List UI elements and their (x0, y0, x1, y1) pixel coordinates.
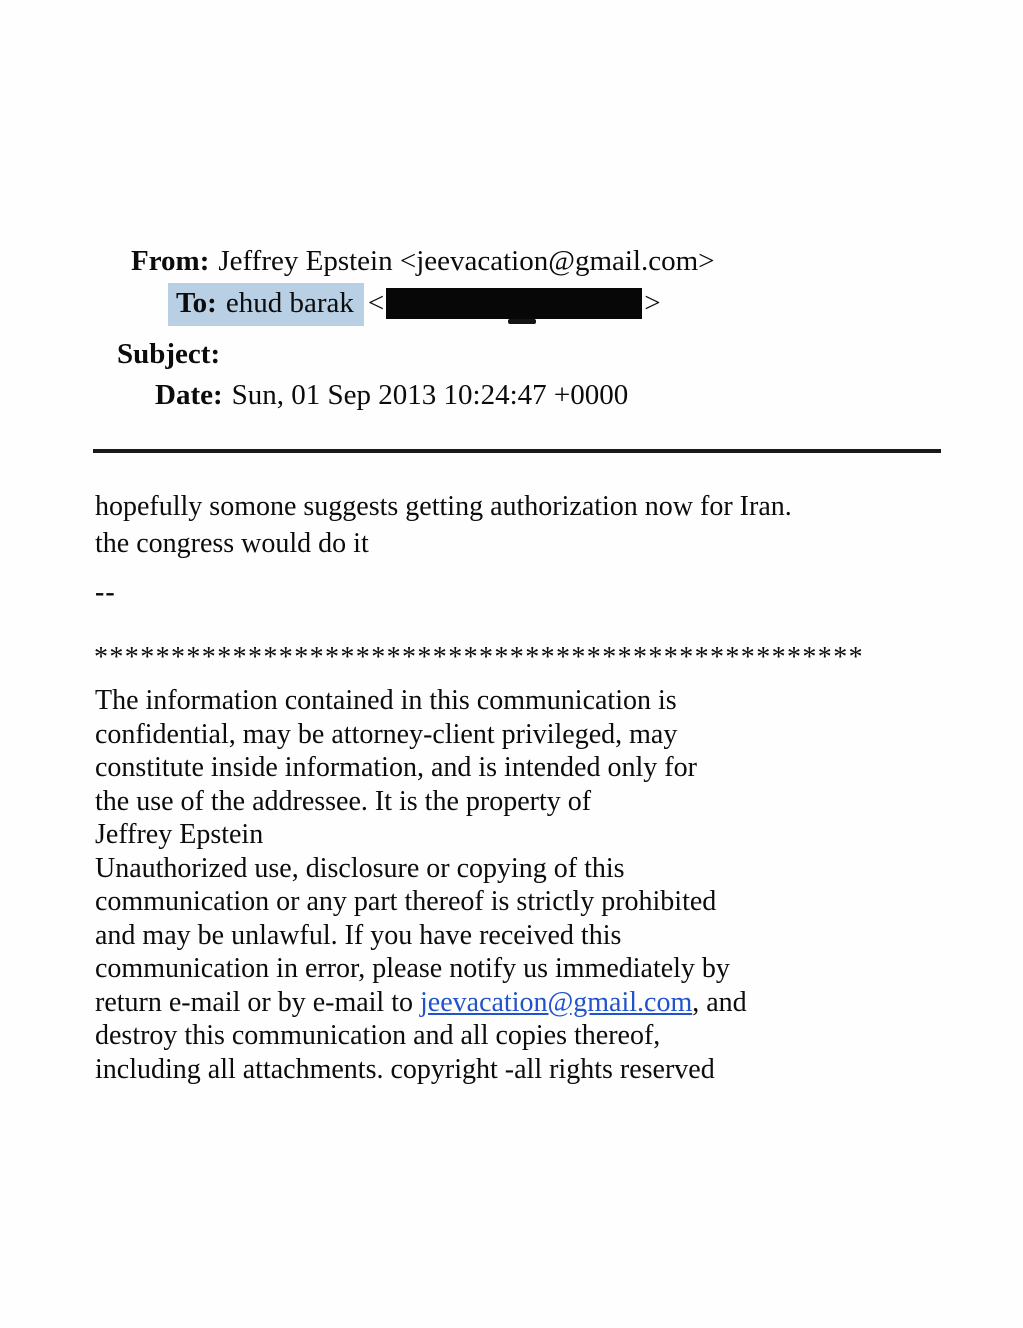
disclaimer-line: confidential, may be attorney-client privileged, may (95, 718, 678, 750)
disclaimer-line: The information contained in this communication is (95, 685, 677, 716)
date-label: Date: (155, 379, 223, 411)
disclaimer-line: communication in error, please notify us immediately by (95, 953, 730, 984)
disclaimer-line: communication or any part thereof is strictly prohibited (95, 886, 717, 917)
disclaimer-line: Unauthorized use, disclosure or copying of this (95, 852, 625, 884)
to-label: To: (176, 287, 217, 319)
disclaimer-link-line-after: , and (692, 986, 747, 1018)
to-bracket-close: > (644, 287, 661, 319)
to-name: ehud barak (225, 287, 354, 319)
subject-label: Subject: (117, 338, 221, 370)
header-row-from (131, 243, 715, 279)
confidentiality-disclaimer (95, 684, 747, 1086)
to-bracket-open: < (367, 287, 385, 319)
signature-delimiter: -- (95, 577, 116, 608)
from-label: From: (131, 245, 210, 277)
message-body (95, 488, 792, 562)
message-line: hopefully somone suggests getting authorization now for Iran. (95, 491, 792, 522)
header-row-to (168, 283, 661, 326)
disclaimer-link-line-before: return e-mail or by e-mail to (95, 986, 420, 1018)
header-row-subject (117, 336, 229, 372)
from-value: Jeffrey Epstein <jeevacation@gmail.com> (218, 245, 715, 277)
asterisk-divider: ************************************************** (94, 642, 864, 673)
date-value: Sun, 01 Sep 2013 10:24:47 +0000 (231, 379, 629, 411)
disclaimer-line: and may be unlawful. If you have received this (95, 919, 622, 951)
disclaimer-line: destroy this communication and all copies thereof, (95, 1020, 661, 1051)
disclaimer-line: constitute inside information, and is intended only for (95, 752, 697, 783)
header-row-date (155, 377, 628, 413)
email-address-link[interactable]: jeevacation@gmail.com (420, 986, 693, 1018)
to-highlight-selection (168, 283, 364, 326)
message-line: the congress would do it (95, 528, 369, 559)
disclaimer-link-line (95, 986, 747, 1020)
redaction-bar (386, 288, 642, 319)
disclaimer-line: including all attachments. copyright -all rights reserved (95, 1053, 715, 1085)
disclaimer-line: Jeffrey Epstein (95, 819, 264, 850)
header-divider-rule (93, 449, 941, 453)
redacted-text-descender (508, 319, 536, 324)
disclaimer-line: the use of the addressee. It is the property of (95, 785, 592, 817)
